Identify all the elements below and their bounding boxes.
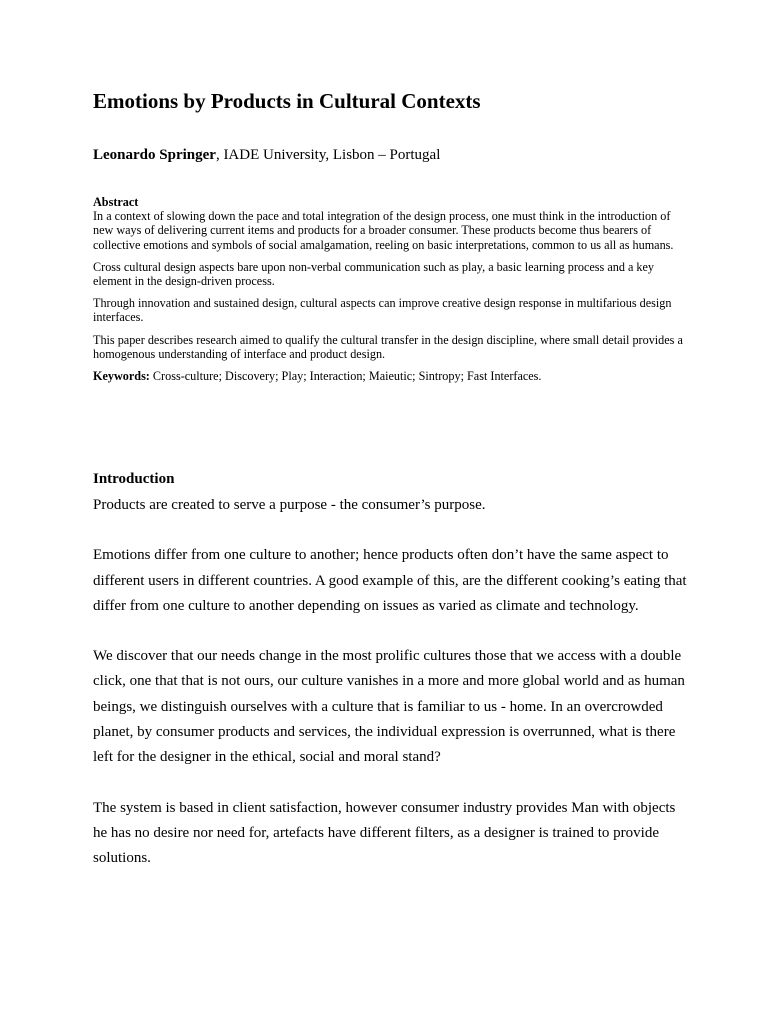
abstract-paragraph: In a context of slowing down the pace and total integration of the design process, one must think in the introduction of new ways of delivering current items and products for a broader consumer. These products become thus bearers of collective emotions and symbols of social amalgamation, reeling on basic interpretations, common to us all as humans. [93, 209, 674, 252]
abstract-paragraph: Through innovation and sustained design, cultural aspects can improve creative design response in multifarious design interfaces. [93, 296, 672, 325]
author-name: Leonardo Springer [93, 147, 216, 163]
body-paragraph: We discover that our needs change in the most prolific cultures those that we access with a double click, one that that is not ours, our culture vanishes in a more and more global world and as human beings, we distinguish ourselves with a culture that is familiar to us - home. In an overcrowded planet, by consumer products and services, the individual expression is overrunned, what is there left for the designer in the ethical, social and moral stand? [93, 648, 685, 766]
keywords-label: Keywords: [93, 369, 150, 384]
author-line [93, 145, 693, 165]
author-affiliation: , IADE University, Lisbon – Portugal [215, 147, 441, 163]
abstract-heading: Abstract [93, 195, 139, 209]
keywords-text: Cross-culture; Discovery; Play; Interaction; Maieutic; Sintropy; Fast Interfaces. [149, 369, 542, 384]
introduction-heading: Introduction [93, 471, 175, 487]
abstract-paragraph: Cross cultural design aspects bare upon non-verbal communication such as play, a basic learning process and a key element in the design-driven process. [93, 259, 655, 289]
abstract-section [93, 195, 683, 391]
keywords-line [93, 369, 683, 383]
body-paragraph: Products are created to serve a purpose - the consumer’s purpose. [93, 497, 486, 513]
abstract-paragraph: This paper describes research aimed to qualify the cultural transfer in the design discipline, where small detail provides a homogenous understanding of interface and product design. [93, 332, 683, 361]
body-paragraph: Emotions differ from one culture to another; hence products often don’t have the same aspect to different users in different countries. A good example of this, are the different cooking’s eating that differ from one culture to another depending on issues as varied as climate and technology. [93, 547, 687, 614]
body-paragraph: The system is based in client satisfaction, however consumer industry provides Man with objects he has no desire nor need for, artefacts have different filters, as a designer is trained to provide solutions. [93, 799, 676, 867]
paper-title: Emotions by Products in Cultural Contexts [93, 89, 481, 113]
introduction-section [93, 468, 689, 897]
